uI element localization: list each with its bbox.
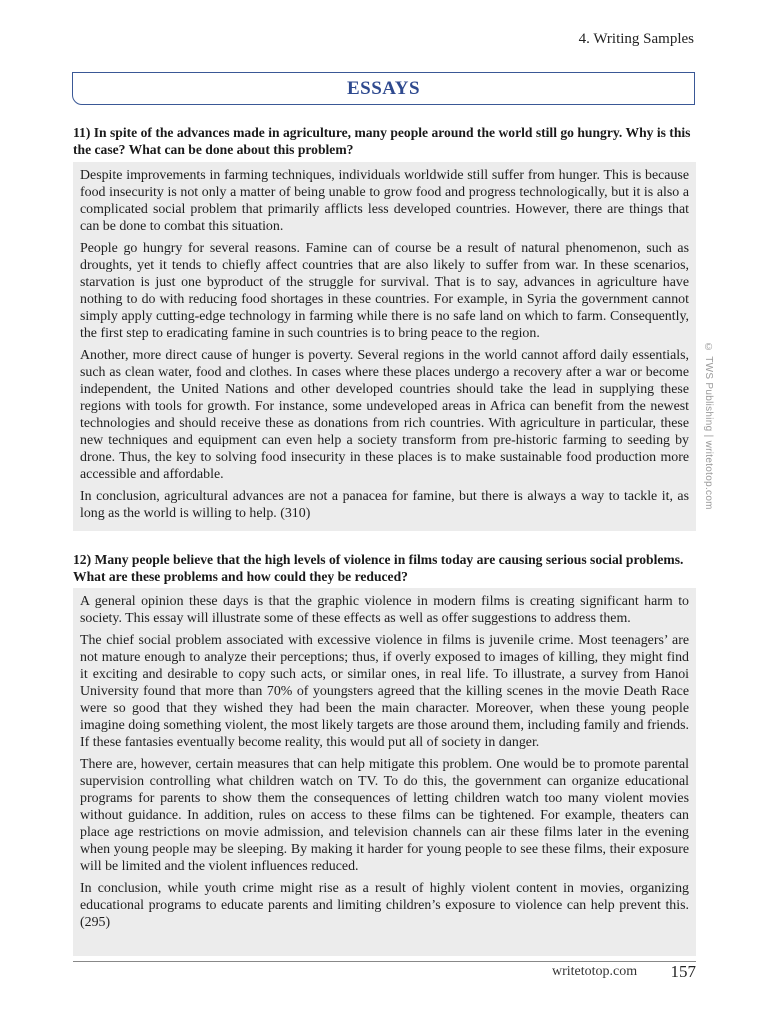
- footer-divider: [73, 961, 696, 962]
- section-title: ESSAYS: [346, 78, 421, 99]
- essay-11-paragraph: In conclusion, agricultural advances are not a panacea for famine, but there is always a way to tackle it, as long as the world is willing to help. (310): [80, 489, 689, 521]
- essay-12-paragraph: The chief social problem associated with excessive violence in films is juvenile crime. Most teenagers’ are not mature enough to analyze their perceptions; thus, if overly exposed to images of killing, they might find it exciting and desirable to copy such acts, or similar ones, in real life. To illustrate, a survey from Hanoi University found that more than 70% of youngsters agreed that the killing scenes in the movie Death Race were so good that they wished they had been the main character. Moreover, when these young people imagine doing something violent, the most likely targets are those around them, including family and friends. If these fantasies eventually become reality, this would put all of society in danger.: [80, 633, 689, 750]
- essay-11-paragraph: People go hungry for several reasons. Famine can of course be a result of natural phenomenon, such as droughts, yet it tends to chiefly affect countries that are also likely to suffer from war. In these scenarios, starvation is just one byproduct of the struggle for survival. That is to say, advances in agriculture have nothing to do with reducing food shortages in these countries. For example, in Syria the government cannot simply apply cutting-edge technology in farming while there is no safe land on which to farm. Consequently, the first step to eradicating famine in such countries is to bring peace to the region.: [80, 241, 689, 341]
- essay-11: [73, 162, 696, 531]
- essay-11-paragraph: Despite improvements in farming techniques, individuals worldwide still suffer from hunger. This is because food insecurity is not only a matter of being unable to grow food and progress technologically, but it is also a complicated social problem that primarily afflicts less developed countries. However, there are things that can be done to combat this situation.: [80, 168, 689, 234]
- page-number: 157: [670, 962, 696, 981]
- running-head: 4. Writing Samples: [578, 31, 694, 47]
- essay-12-paragraph: In conclusion, while youth crime might rise as a result of highly violent content in movies, organizing educational programs to educate parents and limiting children’s exposure to violence can help prevent this. (295): [80, 881, 689, 930]
- side-credit: © TWS Publishing | writetotop.com: [703, 342, 714, 510]
- essay-12-paragraph: There are, however, certain measures that can help mitigate this problem. One would be to promote parental supervision controlling what children watch on TV. To do this, the government can organize educational programs for parents to show them the consequences of letting children watch too many violent movies without guidance. In addition, rules on access to these films can be tightened. For example, theaters can place age restrictions on movie admission, and television channels can air these films later in the evening when young people may be sleeping. By making it harder for young people to see these films, their exposure will be limited and the violent influences reduced.: [80, 757, 689, 874]
- essay-11-paragraph: Another, more direct cause of hunger is poverty. Several regions in the world cannot afford daily essentials, such as clean water, food and clothes. In cases where these places undergo a recovery after a war or become independent, the United Nations and other developed countries should take the lead in supplying these regions with tools for growth. For instance, some undeveloped areas in Africa can benefit from the newest technologies and should receive these as donations from rich countries. With agriculture in particular, these new techniques and equipment can even help a society transform from pre-historic farming to seeding by drone. Thus, the key to solving food insecurity in these places is to make sustainable food production more accessible and affordable.: [80, 348, 689, 482]
- question-11-prompt: 11) In spite of the advances made in agriculture, many people around the world still go hungry. Why is this the case? What can be done about this problem?: [73, 125, 691, 157]
- essay-12: [73, 588, 696, 956]
- section-title-box: [72, 72, 695, 105]
- footer-site-link[interactable]: writetotop.com: [552, 964, 638, 979]
- question-12-prompt: 12) Many people believe that the high levels of violence in films today are causing serious social problems. What are these problems and how could they be reduced?: [73, 552, 684, 584]
- essay-12-paragraph: A general opinion these days is that the graphic violence in modern films is creating significant harm to society. This essay will illustrate some of these effects as well as offer suggestions to address them.: [80, 594, 689, 626]
